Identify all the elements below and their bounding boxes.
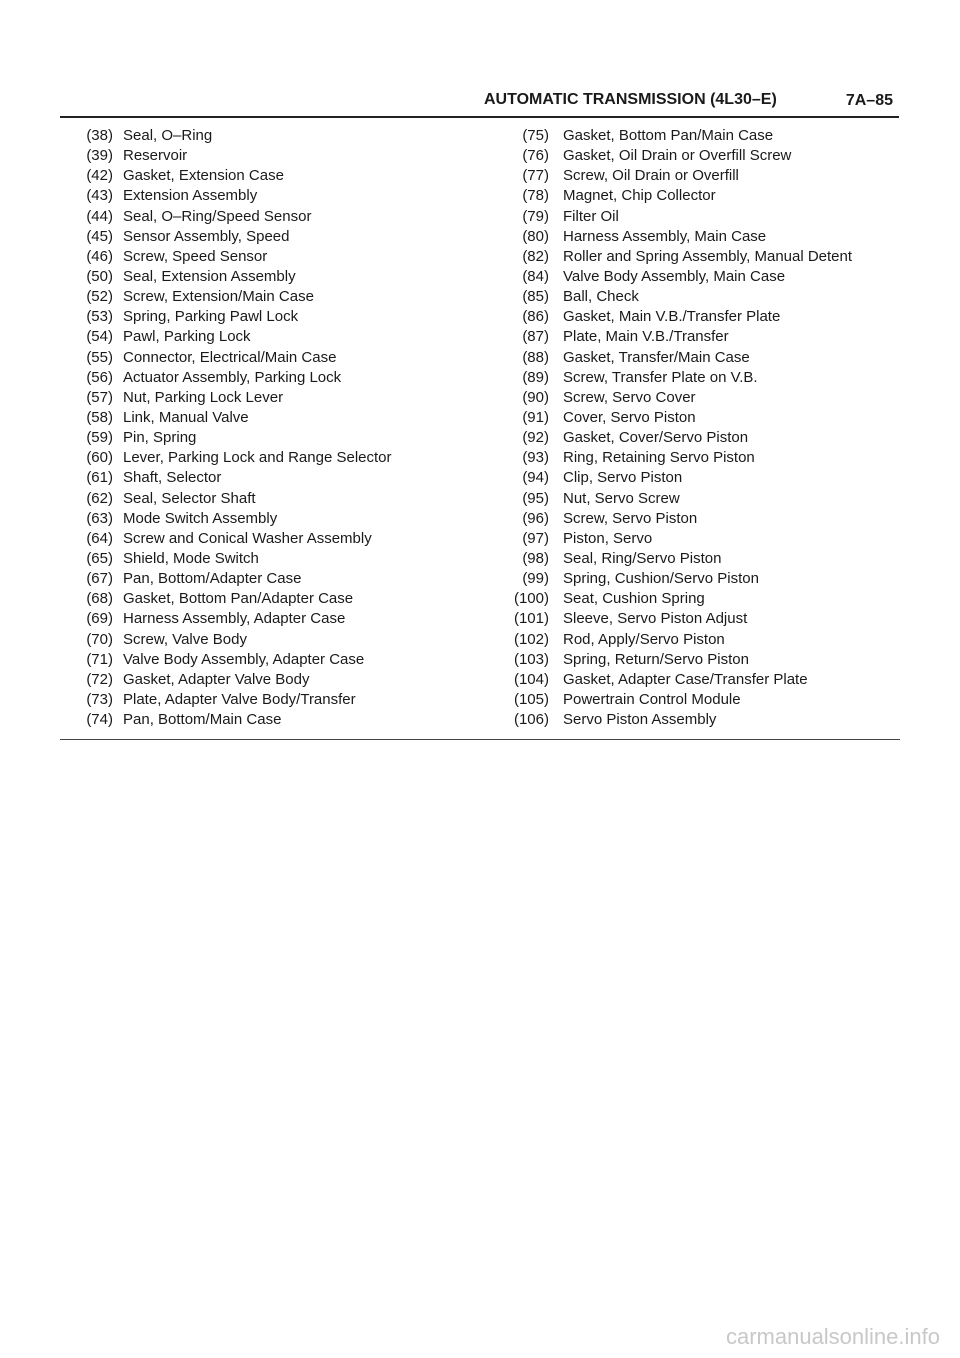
part-name: Pan, Bottom/Adapter Case — [123, 570, 302, 588]
part-name: Gasket, Main V.B./Transfer Plate — [563, 308, 781, 326]
part-number: (90) — [522, 388, 549, 406]
part-name: Rod, Apply/Servo Piston — [563, 630, 725, 648]
part-list-item — [62, 166, 482, 186]
part-number: (69) — [86, 610, 113, 628]
parts-list-right — [495, 126, 895, 730]
part-list-item — [62, 710, 482, 730]
part-name: Connector, Electrical/Main Case — [123, 348, 337, 366]
part-list-item — [62, 207, 482, 227]
part-list-item — [62, 146, 482, 166]
part-number: (93) — [522, 449, 549, 467]
parts-list-left — [62, 126, 482, 730]
part-name: Seal, Selector Shaft — [123, 489, 256, 507]
part-list-item — [495, 348, 895, 368]
part-list-item — [495, 630, 895, 650]
part-number: (79) — [522, 207, 549, 225]
part-list-item — [495, 327, 895, 347]
part-list-item — [62, 529, 482, 549]
part-list-item — [62, 287, 482, 307]
part-number: (75) — [522, 127, 549, 144]
part-name: Seat, Cushion Spring — [563, 590, 705, 608]
part-name: Valve Body Assembly, Adapter Case — [123, 650, 365, 668]
part-number: (84) — [522, 267, 549, 285]
part-number: (62) — [86, 489, 113, 507]
part-list-item — [495, 166, 895, 186]
part-number: (59) — [86, 429, 113, 447]
part-number: (73) — [86, 690, 113, 708]
part-list-item — [495, 287, 895, 307]
part-number: (70) — [86, 630, 113, 648]
part-name: Plate, Adapter Valve Body/Transfer — [123, 690, 356, 708]
part-number: (65) — [86, 549, 113, 567]
part-name: Seal, Extension Assembly — [123, 267, 296, 285]
part-list-item — [62, 448, 482, 468]
part-list-item — [62, 348, 482, 368]
part-list-item — [495, 247, 895, 267]
part-name: Harness Assembly, Main Case — [563, 227, 767, 245]
part-list-item — [495, 670, 895, 690]
part-list-item — [495, 549, 895, 569]
part-name: Pin, Spring — [123, 429, 197, 447]
part-list-item — [62, 267, 482, 287]
page-header — [60, 88, 899, 118]
part-list-item — [495, 609, 895, 629]
part-number: (98) — [522, 549, 549, 567]
part-list-item — [495, 710, 895, 730]
part-name: Cover, Servo Piston — [563, 408, 696, 426]
part-name: Pan, Bottom/Main Case — [123, 711, 282, 729]
part-name: Reservoir — [123, 147, 188, 165]
part-name: Screw, Servo Piston — [563, 509, 698, 527]
part-list-item — [495, 408, 895, 428]
part-list-item — [62, 186, 482, 206]
part-list-item — [495, 388, 895, 408]
part-list-item — [62, 630, 482, 650]
part-name: Pawl, Parking Lock — [123, 328, 251, 346]
part-name: Gasket, Bottom Pan/Main Case — [563, 127, 774, 144]
part-name: Gasket, Adapter Case/Transfer Plate — [563, 670, 808, 688]
part-number: (58) — [86, 408, 113, 426]
part-list-item — [62, 569, 482, 589]
part-number: (50) — [86, 267, 113, 285]
part-list-item — [62, 690, 482, 710]
part-number: (71) — [86, 650, 113, 668]
part-number: (61) — [86, 469, 113, 487]
part-number: (44) — [86, 207, 113, 225]
part-number: (52) — [86, 288, 113, 306]
part-number: (104) — [513, 670, 549, 688]
part-name: Screw, Servo Cover — [563, 388, 696, 406]
part-number: (63) — [86, 509, 113, 527]
part-number: (78) — [522, 187, 549, 205]
part-number: (103) — [513, 650, 549, 668]
part-list-item — [495, 569, 895, 589]
part-list-item — [495, 207, 895, 227]
part-name: Gasket, Transfer/Main Case — [563, 348, 750, 366]
part-name: Screw, Extension/Main Case — [123, 288, 314, 306]
part-list-item — [495, 307, 895, 327]
part-name: Spring, Return/Servo Piston — [563, 650, 749, 668]
part-list-item — [62, 227, 482, 247]
part-name: Piston, Servo — [563, 529, 653, 547]
part-list-item — [62, 489, 482, 509]
part-number: (57) — [86, 388, 113, 406]
part-number: (86) — [522, 308, 549, 326]
part-name: Actuator Assembly, Parking Lock — [123, 368, 342, 386]
part-number: (95) — [522, 489, 549, 507]
part-list-item — [495, 589, 895, 609]
part-list-item — [62, 126, 482, 146]
part-name: Seal, Ring/Servo Piston — [563, 549, 722, 567]
part-number: (67) — [86, 570, 113, 588]
part-list-item — [62, 609, 482, 629]
part-name: Seal, O–Ring — [123, 127, 213, 144]
part-name: Seal, O–Ring/Speed Sensor — [123, 207, 312, 225]
part-name: Ball, Check — [563, 288, 639, 306]
part-list-item — [495, 448, 895, 468]
part-list-item — [495, 186, 895, 206]
part-number: (54) — [86, 328, 113, 346]
part-number: (100) — [513, 590, 549, 608]
part-number: (82) — [522, 247, 549, 265]
part-name: Servo Piston Assembly — [563, 711, 717, 729]
part-list-item — [62, 670, 482, 690]
part-list-item — [495, 489, 895, 509]
part-list-item — [62, 307, 482, 327]
part-name: Screw and Conical Washer Assembly — [123, 529, 372, 547]
part-name: Screw, Transfer Plate on V.B. — [563, 368, 758, 386]
part-number: (99) — [522, 570, 549, 588]
part-name: Gasket, Oil Drain or Overfill Screw — [563, 147, 792, 165]
part-list-item — [62, 509, 482, 529]
part-name: Spring, Parking Pawl Lock — [123, 308, 299, 326]
part-number: (80) — [522, 227, 549, 245]
part-name: Ring, Retaining Servo Piston — [563, 449, 755, 467]
part-name: Link, Manual Valve — [123, 408, 249, 426]
part-number: (76) — [522, 147, 549, 165]
part-name: Mode Switch Assembly — [123, 509, 278, 527]
part-name: Shaft, Selector — [123, 469, 222, 487]
part-name: Powertrain Control Module — [563, 690, 741, 708]
part-number: (64) — [86, 529, 113, 547]
part-list-item — [495, 368, 895, 388]
part-number: (68) — [86, 590, 113, 608]
part-list-item — [62, 589, 482, 609]
part-name: Gasket, Extension Case — [123, 167, 284, 185]
part-name: Roller and Spring Assembly, Manual Detent — [563, 247, 853, 265]
part-number: (97) — [522, 529, 549, 547]
part-number: (74) — [86, 711, 113, 729]
part-list-item — [62, 327, 482, 347]
part-list-item — [495, 126, 895, 146]
part-number: (102) — [513, 630, 549, 648]
part-name: Gasket, Adapter Valve Body — [123, 670, 310, 688]
part-number: (60) — [86, 449, 113, 467]
part-list-item — [495, 529, 895, 549]
part-number: (94) — [522, 469, 549, 487]
part-number: (42) — [86, 167, 113, 185]
part-name: Shield, Mode Switch — [123, 549, 259, 567]
part-name: Valve Body Assembly, Main Case — [563, 267, 786, 285]
part-number: (105) — [513, 690, 549, 708]
part-name: Nut, Parking Lock Lever — [123, 388, 284, 406]
watermark: carmanualsonline.info — [725, 1324, 940, 1349]
part-name: Nut, Servo Screw — [563, 489, 680, 507]
part-name: Gasket, Bottom Pan/Adapter Case — [123, 590, 354, 608]
part-number: (39) — [86, 147, 113, 165]
part-number: (85) — [522, 288, 549, 306]
part-number: (77) — [522, 167, 549, 185]
part-number: (53) — [86, 308, 113, 326]
part-list-item — [495, 267, 895, 287]
part-list-item — [62, 247, 482, 267]
part-number: (96) — [522, 509, 549, 527]
part-list-item — [62, 428, 482, 448]
footer-divider — [60, 739, 900, 740]
part-number: (91) — [522, 408, 549, 426]
part-list-item — [495, 227, 895, 247]
part-number: (89) — [522, 368, 549, 386]
part-name: Sleeve, Servo Piston Adjust — [563, 610, 748, 628]
part-name: Extension Assembly — [123, 187, 258, 205]
part-list-item — [495, 146, 895, 166]
part-name: Clip, Servo Piston — [563, 469, 683, 487]
part-list-item — [62, 468, 482, 488]
part-number: (87) — [522, 328, 549, 346]
part-number: (72) — [86, 670, 113, 688]
part-list-item — [62, 408, 482, 428]
part-name: Harness Assembly, Adapter Case — [123, 610, 346, 628]
part-name: Plate, Main V.B./Transfer — [563, 328, 729, 346]
part-name: Screw, Speed Sensor — [123, 247, 268, 265]
part-list-item — [495, 690, 895, 710]
part-list-item — [495, 650, 895, 670]
part-number: (106) — [513, 711, 549, 729]
part-number: (101) — [513, 610, 549, 628]
part-list-item — [495, 468, 895, 488]
part-name: Screw, Valve Body — [123, 630, 247, 648]
section-title: AUTOMATIC TRANSMISSION (4L30–E) — [484, 91, 777, 108]
part-list-item — [62, 368, 482, 388]
part-number: (43) — [86, 187, 113, 205]
part-list-item — [62, 650, 482, 670]
part-list-item — [62, 388, 482, 408]
part-number: (46) — [86, 247, 113, 265]
part-name: Screw, Oil Drain or Overfill — [563, 167, 739, 185]
part-name: Magnet, Chip Collector — [563, 187, 716, 205]
part-number: (45) — [86, 227, 113, 245]
part-number: (55) — [86, 348, 113, 366]
part-list-item — [495, 428, 895, 448]
page-number: 7A–85 — [845, 92, 893, 109]
part-list-item — [495, 509, 895, 529]
part-number: (38) — [86, 127, 113, 144]
part-name: Gasket, Cover/Servo Piston — [563, 429, 749, 447]
part-name: Spring, Cushion/Servo Piston — [563, 570, 759, 588]
part-name: Lever, Parking Lock and Range Selector — [123, 449, 392, 467]
part-list-item — [62, 549, 482, 569]
part-number: (88) — [522, 348, 549, 366]
part-name: Sensor Assembly, Speed — [123, 227, 290, 245]
part-number: (56) — [86, 368, 113, 386]
part-name: Filter Oil — [563, 207, 619, 225]
part-number: (92) — [522, 429, 549, 447]
